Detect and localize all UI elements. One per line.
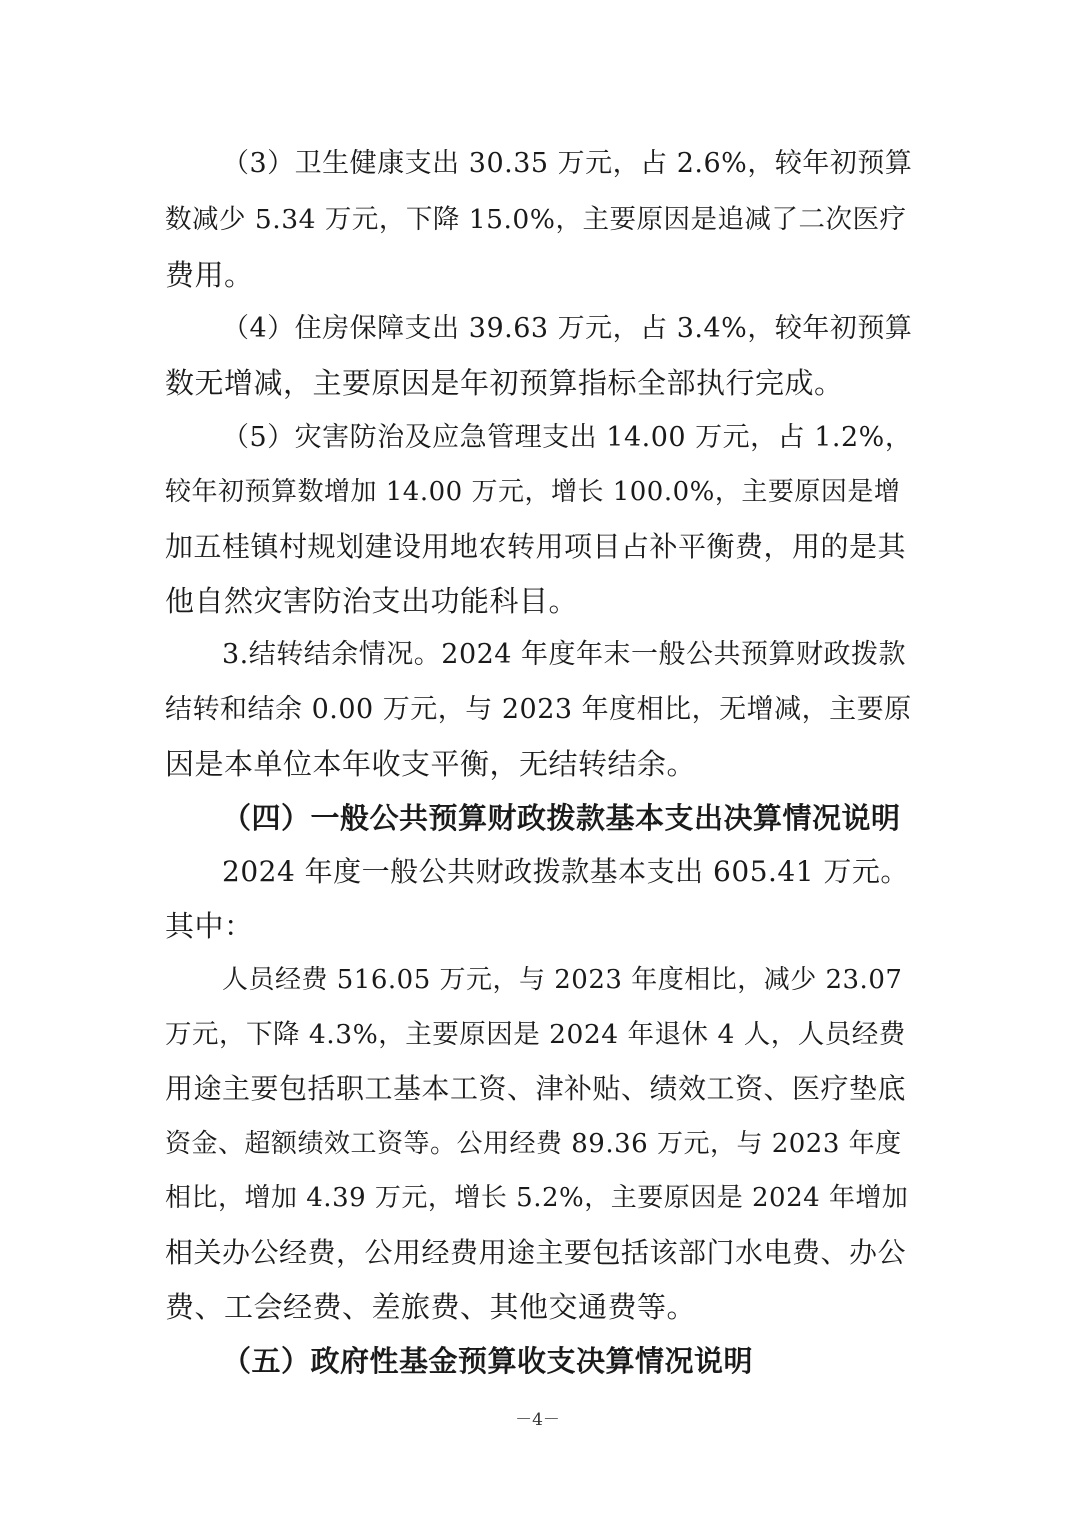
paragraph-line: 相关办公经费，公用经费用途主要包括该部门水电费、办公 — [165, 1236, 907, 1269]
paragraph-line: 费、工会经费、差旅费、其他交通费等。 — [165, 1290, 697, 1324]
paragraph-line: （3）卫生健康支出 30.35 万元，占 2.6%，较年初预算 — [222, 148, 913, 179]
paragraph-line: 加五桂镇村规划建设用地农转用项目占补平衡费，用的是其 — [165, 530, 907, 563]
paragraph-line: 因是本单位本年收支平衡，无结转结余。 — [165, 747, 697, 781]
paragraph-line: 数无增减，主要原因是年初预算指标全部执行完成。 — [165, 366, 844, 400]
section-heading: （四）一般公共预算财政拨款基本支出决算情况说明 — [222, 801, 901, 835]
paragraph-line: 资金、超额绩效工资等。公用经费 89.36 万元，与 2023 年度 — [165, 1129, 902, 1159]
paragraph-line: 相比，增加 4.39 万元，增长 5.2%，主要原因是 2024 年增加 — [165, 1183, 909, 1213]
paragraph-line: 较年初预算数增加 14.00 万元，增长 100.0%，主要原因是增 — [165, 477, 901, 507]
paragraph-line: 万元，下降 4.3%，主要原因是 2024 年退休 4 人，人员经费 — [165, 1019, 906, 1050]
page-number: －4－ — [515, 1410, 560, 1430]
paragraph-line: （4）住房保障支出 39.63 万元，占 3.4%，较年初预算 — [222, 313, 913, 344]
paragraph-line: 结转和结余 0.00 万元，与 2023 年度相比，无增减，主要原 — [165, 694, 912, 725]
paragraph-line: （5）灾害防治及应急管理支出 14.00 万元，占 1.2%， — [222, 422, 913, 453]
section-heading: （五）政府性基金预算收支决算情况说明 — [222, 1344, 754, 1378]
paragraph-line: 用途主要包括职工基本工资、津补贴、绩效工资、医疗垫底 — [165, 1072, 907, 1105]
paragraph-line: 3.结转结余情况。2024 年度年末一般公共预算财政拨款 — [222, 639, 907, 670]
paragraph-line: 其中： — [165, 909, 254, 943]
paragraph-line: 2024 年度一般公共财政拨款基本支出 605.41 万元。 — [222, 855, 909, 888]
paragraph-line: 数减少 5.34 万元，下降 15.0%，主要原因是追减了二次医疗 — [165, 204, 907, 235]
paragraph-line: 费用。 — [165, 258, 254, 292]
paragraph-line: 他自然灾害防治支出功能科目。 — [165, 584, 579, 618]
paragraph-line: 人员经费 516.05 万元，与 2023 年度相比，减少 23.07 — [222, 965, 903, 995]
